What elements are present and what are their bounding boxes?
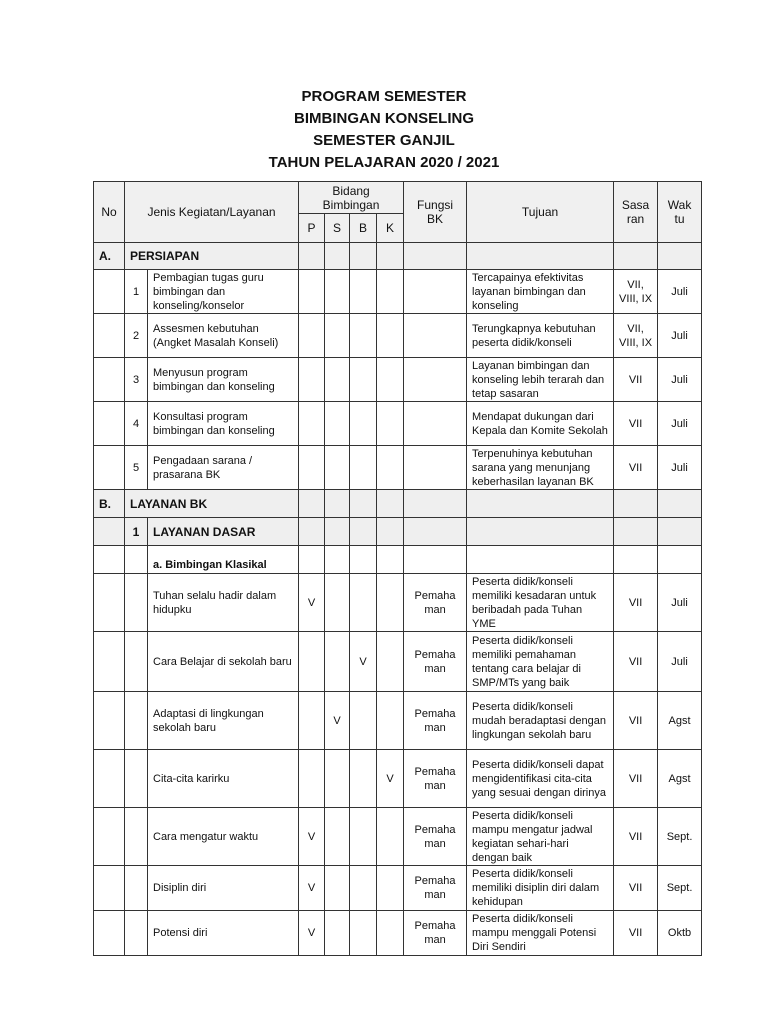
kegiatan-cell: Konsultasi program bimbingan dan konseling <box>148 402 299 446</box>
fungsi-cell: Pemaha man <box>404 692 467 750</box>
waktu-cell: Sept. <box>658 866 702 911</box>
tujuan-cell: Peserta didik/konseli memiliki disiplin diri dalam kehidupan <box>467 866 614 911</box>
document-title <box>0 86 768 174</box>
header-b: B <box>350 214 377 243</box>
title-line-4: TAHUN PELAJARAN 2020 / 2021 <box>268 154 500 171</box>
section-row-b <box>94 490 702 518</box>
mark-b <box>350 808 377 866</box>
waktu-cell: Juli <box>658 358 702 402</box>
tujuan-cell: Peserta didik/konseli memiliki kesadaran untuk beribadah pada Tuhan YME <box>467 574 614 632</box>
table-row <box>94 402 702 446</box>
fungsi-cell: Pemaha man <box>404 632 467 692</box>
mark-b <box>350 911 377 956</box>
subsection-label: LAYANAN DASAR <box>148 518 299 546</box>
waktu-cell: Juli <box>658 446 702 490</box>
subsection-number: 1 <box>125 518 148 546</box>
mark-s <box>325 808 350 866</box>
mark-s <box>325 632 350 692</box>
tujuan-cell: Peserta didik/konseli dapat mengidentifikasi cita-cita yang sesuai dengan dirinya <box>467 750 614 808</box>
category-row <box>94 546 702 574</box>
mark-b <box>350 866 377 911</box>
row-number: 5 <box>125 446 148 490</box>
sasaran-cell: VII <box>614 632 658 692</box>
tujuan-cell: Terpenuhinya kebutuhan sarana yang menunjang keberhasilan layanan BK <box>467 446 614 490</box>
sasaran-cell: VII <box>614 402 658 446</box>
waktu-cell: Juli <box>658 314 702 358</box>
tujuan-cell: Peserta didik/konseli mudah beradaptasi dengan lingkungan sekolah baru <box>467 692 614 750</box>
section-label: PERSIAPAN <box>125 243 299 270</box>
fungsi-cell: Pemaha man <box>404 866 467 911</box>
tujuan-cell: Terungkapnya kebutuhan peserta didik/konseli <box>467 314 614 358</box>
fungsi-cell: Pemaha man <box>404 911 467 956</box>
kegiatan-cell: Pembagian tugas guru bimbingan dan konseling/konselor <box>148 270 299 314</box>
table-row <box>94 632 702 692</box>
fungsi-cell: Pemaha man <box>404 750 467 808</box>
header-no: No <box>94 182 125 243</box>
mark-p <box>299 692 325 750</box>
mark-k <box>377 808 404 866</box>
section-row-a <box>94 243 702 270</box>
subsection-row <box>94 518 702 546</box>
sasaran-cell: VII, VIII, IX <box>614 270 658 314</box>
tujuan-cell: Layanan bimbingan dan konseling lebih terarah dan tetap sasaran <box>467 358 614 402</box>
mark-s: V <box>325 692 350 750</box>
kegiatan-cell: Potensi diri <box>148 911 299 956</box>
tujuan-cell: Peserta didik/konseli memiliki pemahaman tentang cara belajar di SMP/MTs yang baik <box>467 632 614 692</box>
waktu-cell: Juli <box>658 574 702 632</box>
waktu-cell: Sept. <box>658 808 702 866</box>
table-row <box>94 446 702 490</box>
row-number: 4 <box>125 402 148 446</box>
kegiatan-cell: Pengadaan sarana / prasarana BK <box>148 446 299 490</box>
category-label: a. Bimbingan Klasikal <box>148 546 299 574</box>
sasaran-cell: VII <box>614 574 658 632</box>
mark-k <box>377 574 404 632</box>
waktu-cell: Agst <box>658 750 702 808</box>
header-tujuan: Tujuan <box>467 182 614 243</box>
mark-p: V <box>299 574 325 632</box>
fungsi-cell: Pemaha man <box>404 808 467 866</box>
kegiatan-cell: Cita-cita karirku <box>148 750 299 808</box>
waktu-cell: Agst <box>658 692 702 750</box>
waktu-cell: Oktb <box>658 911 702 956</box>
waktu-cell: Juli <box>658 632 702 692</box>
sasaran-cell: VII <box>614 750 658 808</box>
tujuan-cell: Tercapainya efektivitas layanan bimbingan dan konseling <box>467 270 614 314</box>
mark-k <box>377 692 404 750</box>
kegiatan-cell: Cara mengatur waktu <box>148 808 299 866</box>
program-table <box>93 181 702 956</box>
sasaran-cell: VII <box>614 692 658 750</box>
table-row <box>94 911 702 956</box>
header-waktu: Wak tu <box>658 182 702 243</box>
fungsi-cell: Pemaha man <box>404 574 467 632</box>
mark-k: V <box>377 750 404 808</box>
kegiatan-cell: Tuhan selalu hadir dalam hidupku <box>148 574 299 632</box>
mark-s <box>325 866 350 911</box>
kegiatan-cell: Adaptasi di lingkungan sekolah baru <box>148 692 299 750</box>
table-row <box>94 750 702 808</box>
table-row <box>94 866 702 911</box>
title-line-3: SEMESTER GANJIL <box>313 132 455 149</box>
row-number: 3 <box>125 358 148 402</box>
row-number: 2 <box>125 314 148 358</box>
mark-b <box>350 574 377 632</box>
table-row <box>94 270 702 314</box>
waktu-cell: Juli <box>658 270 702 314</box>
sasaran-cell: VII <box>614 911 658 956</box>
header-fungsi: Fungsi BK <box>404 182 467 243</box>
table-row <box>94 314 702 358</box>
sasaran-cell: VII <box>614 808 658 866</box>
table-row <box>94 808 702 866</box>
tujuan-cell: Mendapat dukungan dari Kepala dan Komite Sekolah <box>467 402 614 446</box>
header-sasaran: Sasa ran <box>614 182 658 243</box>
section-label: LAYANAN BK <box>125 490 299 518</box>
header-bidang: Bidang Bimbingan <box>299 182 404 214</box>
mark-k <box>377 866 404 911</box>
title-line-1: PROGRAM SEMESTER <box>301 88 467 105</box>
waktu-cell: Juli <box>658 402 702 446</box>
mark-p: V <box>299 808 325 866</box>
kegiatan-cell: Assesmen kebutuhan (Angket Masalah Konseli) <box>148 314 299 358</box>
header-row <box>94 182 702 214</box>
kegiatan-cell: Disiplin diri <box>148 866 299 911</box>
mark-b: V <box>350 632 377 692</box>
sasaran-cell: VII <box>614 866 658 911</box>
table-row <box>94 574 702 632</box>
mark-p <box>299 750 325 808</box>
table-row <box>94 358 702 402</box>
row-number: 1 <box>125 270 148 314</box>
sasaran-cell: VII <box>614 446 658 490</box>
mark-s <box>325 911 350 956</box>
mark-p: V <box>299 866 325 911</box>
header-k: K <box>377 214 404 243</box>
header-jenis: Jenis Kegiatan/Layanan <box>125 182 299 243</box>
kegiatan-cell: Menyusun program bimbingan dan konseling <box>148 358 299 402</box>
title-line-2: BIMBINGAN KONSELING <box>294 110 474 127</box>
sasaran-cell: VII, VIII, IX <box>614 314 658 358</box>
tujuan-cell: Peserta didik/konseli mampu menggali Potensi Diri Sendiri <box>467 911 614 956</box>
mark-k <box>377 911 404 956</box>
mark-b <box>350 750 377 808</box>
mark-p <box>299 632 325 692</box>
mark-s <box>325 574 350 632</box>
tujuan-cell: Peserta didik/konseli mampu mengatur jadwal kegiatan sehari-hari dengan baik <box>467 808 614 866</box>
header-s: S <box>325 214 350 243</box>
mark-p: V <box>299 911 325 956</box>
header-p: P <box>299 214 325 243</box>
sasaran-cell: VII <box>614 358 658 402</box>
section-letter: B. <box>94 490 125 518</box>
kegiatan-cell: Cara Belajar di sekolah baru <box>148 632 299 692</box>
mark-k <box>377 632 404 692</box>
table-row <box>94 692 702 750</box>
section-letter: A. <box>94 243 125 270</box>
mark-s <box>325 750 350 808</box>
mark-b <box>350 692 377 750</box>
